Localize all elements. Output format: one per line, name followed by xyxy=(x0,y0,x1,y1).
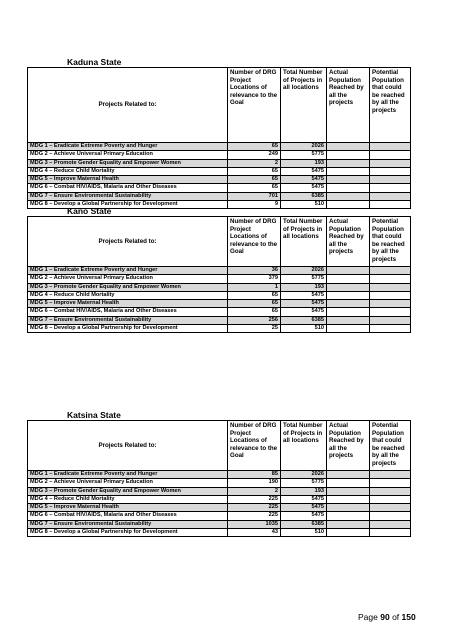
table-row xyxy=(28,487,411,495)
drg-locations-cell: 701 xyxy=(228,192,281,200)
mdg-goal-cell: MDG 2 – Achieve Universal Primary Education xyxy=(28,275,228,283)
potential-population-cell xyxy=(370,176,411,184)
actual-population-cell xyxy=(327,159,370,167)
mdg-goal-cell: MDG 3 – Promote Gender Equality and Empower Women xyxy=(28,283,228,291)
mdg-goal-cell: MDG 2 – Achieve Universal Primary Education xyxy=(28,479,228,487)
actual-population-cell xyxy=(327,283,370,291)
total-projects-cell: 5475 xyxy=(281,308,327,316)
katsina-table xyxy=(27,420,411,537)
header-actual-population: Actual Population Reached by all the projects xyxy=(327,68,370,143)
header-projects: Projects Related to: xyxy=(28,217,228,267)
table-row xyxy=(28,192,411,200)
actual-population-cell xyxy=(327,300,370,308)
total-projects-cell: 6385 xyxy=(281,192,327,200)
actual-population-cell xyxy=(327,471,370,479)
header-potential-population: Potential Population that could be reached by all the projects xyxy=(370,421,411,471)
drg-locations-cell: 43 xyxy=(228,529,281,537)
potential-population-cell xyxy=(370,291,411,299)
table-row xyxy=(28,529,411,537)
drg-locations-cell: 249 xyxy=(228,151,281,159)
mdg-goal-cell: MDG 6 – Combat HIV/AIDS, Malaria and Other Diseases xyxy=(28,512,228,520)
page-total: 150 xyxy=(401,612,416,622)
header-drg-locations: Number of DRG Project Locations of relevance to the Goal xyxy=(228,68,281,143)
total-projects-cell: 5475 xyxy=(281,167,327,175)
total-projects-cell: 5775 xyxy=(281,479,327,487)
actual-population-cell xyxy=(327,201,370,209)
page-footer xyxy=(358,612,416,622)
potential-population-cell xyxy=(370,479,411,487)
table-row xyxy=(28,184,411,192)
drg-locations-cell: 36 xyxy=(228,267,281,275)
potential-population-cell xyxy=(370,300,411,308)
drg-locations-cell: 65 xyxy=(228,308,281,316)
actual-population-cell xyxy=(327,504,370,512)
potential-population-cell xyxy=(370,151,411,159)
kano-table xyxy=(27,216,411,333)
potential-population-cell xyxy=(370,504,411,512)
total-projects-cell: 5475 xyxy=(281,495,327,503)
header-total-projects: Total Number of Projects in all locations xyxy=(281,421,327,471)
total-projects-cell: 5775 xyxy=(281,275,327,283)
table-row xyxy=(28,291,411,299)
table-row xyxy=(28,316,411,324)
potential-population-cell xyxy=(370,143,411,151)
drg-locations-cell: 190 xyxy=(228,479,281,487)
potential-population-cell xyxy=(370,267,411,275)
drg-locations-cell: 225 xyxy=(228,512,281,520)
page-number: 90 xyxy=(380,612,390,622)
total-projects-cell: 5475 xyxy=(281,176,327,184)
drg-locations-cell: 65 xyxy=(228,291,281,299)
header-actual-population: Actual Population Reached by all the projects xyxy=(327,217,370,267)
drg-locations-cell: 379 xyxy=(228,275,281,283)
table-row xyxy=(28,308,411,316)
drg-locations-cell: 85 xyxy=(228,471,281,479)
actual-population-cell xyxy=(327,151,370,159)
drg-locations-cell: 9 xyxy=(228,201,281,209)
actual-population-cell xyxy=(327,176,370,184)
mdg-goal-cell: MDG 3 – Promote Gender Equality and Empower Women xyxy=(28,487,228,495)
potential-population-cell xyxy=(370,159,411,167)
drg-locations-cell: 65 xyxy=(228,167,281,175)
header-total-projects: Total Number of Projects in all locations xyxy=(281,217,327,267)
table-row xyxy=(28,143,411,151)
drg-locations-cell: 65 xyxy=(228,184,281,192)
potential-population-cell xyxy=(370,495,411,503)
kaduna-table xyxy=(27,67,411,209)
mdg-goal-cell: MDG 6 – Combat HIV/AIDS, Malaria and Other Diseases xyxy=(28,184,228,192)
mdg-goal-cell: MDG 5 – Improve Maternal Health xyxy=(28,176,228,184)
mdg-goal-cell: MDG 1 – Eradicate Extreme Poverty and Hunger xyxy=(28,143,228,151)
actual-population-cell xyxy=(327,487,370,495)
drg-locations-cell: 65 xyxy=(228,176,281,184)
total-projects-cell: 2026 xyxy=(281,143,327,151)
page-label: Page xyxy=(358,612,378,622)
potential-population-cell xyxy=(370,529,411,537)
potential-population-cell xyxy=(370,487,411,495)
header-row xyxy=(28,68,411,143)
potential-population-cell xyxy=(370,192,411,200)
total-projects-cell: 5475 xyxy=(281,300,327,308)
mdg-goal-cell: MDG 7 – Ensure Environmental Sustainability xyxy=(28,192,228,200)
potential-population-cell xyxy=(370,201,411,209)
header-actual-population: Actual Population Reached by all the projects xyxy=(327,421,370,471)
potential-population-cell xyxy=(370,471,411,479)
table-row xyxy=(28,479,411,487)
total-projects-cell: 193 xyxy=(281,283,327,291)
actual-population-cell xyxy=(327,479,370,487)
mdg-goal-cell: MDG 8 – Develop a Global Partnership for Development xyxy=(28,325,228,333)
state-title: Kano State xyxy=(67,206,112,216)
potential-population-cell xyxy=(370,520,411,528)
mdg-goal-cell: MDG 4 – Reduce Child Mortality xyxy=(28,291,228,299)
mdg-goal-cell: MDG 6 – Combat HIV/AIDS, Malaria and Other Diseases xyxy=(28,308,228,316)
actual-population-cell xyxy=(327,143,370,151)
table-row xyxy=(28,504,411,512)
header-projects: Projects Related to: xyxy=(28,421,228,471)
total-projects-cell: 5475 xyxy=(281,504,327,512)
drg-locations-cell: 225 xyxy=(228,504,281,512)
total-projects-cell: 6385 xyxy=(281,520,327,528)
header-potential-population: Potential Population that could be reached by all the projects xyxy=(370,68,411,143)
actual-population-cell xyxy=(327,291,370,299)
actual-population-cell xyxy=(327,495,370,503)
potential-population-cell xyxy=(370,184,411,192)
potential-population-cell xyxy=(370,512,411,520)
header-drg-locations: Number of DRG Project Locations of relevance to the Goal xyxy=(228,217,281,267)
table-row xyxy=(28,275,411,283)
mdg-goal-cell: MDG 4 – Reduce Child Mortality xyxy=(28,495,228,503)
table-row xyxy=(28,159,411,167)
state-title: Katsina State xyxy=(67,410,121,420)
table-row xyxy=(28,325,411,333)
total-projects-cell: 510 xyxy=(281,529,327,537)
drg-locations-cell: 1035 xyxy=(228,520,281,528)
mdg-goal-cell: MDG 4 – Reduce Child Mortality xyxy=(28,167,228,175)
total-projects-cell: 193 xyxy=(281,159,327,167)
page-of: of xyxy=(392,612,400,622)
actual-population-cell xyxy=(327,316,370,324)
mdg-goal-cell: MDG 7 – Ensure Environmental Sustainability xyxy=(28,520,228,528)
drg-locations-cell: 225 xyxy=(228,495,281,503)
header-row xyxy=(28,421,411,471)
header-potential-population: Potential Population that could be reached by all the projects xyxy=(370,217,411,267)
total-projects-cell: 5775 xyxy=(281,151,327,159)
table-row xyxy=(28,512,411,520)
total-projects-cell: 193 xyxy=(281,487,327,495)
actual-population-cell xyxy=(327,325,370,333)
drg-locations-cell: 1 xyxy=(228,283,281,291)
total-projects-cell: 5475 xyxy=(281,512,327,520)
actual-population-cell xyxy=(327,512,370,520)
potential-population-cell xyxy=(370,325,411,333)
mdg-goal-cell: MDG 2 – Achieve Universal Primary Education xyxy=(28,151,228,159)
total-projects-cell: 510 xyxy=(281,325,327,333)
drg-locations-cell: 65 xyxy=(228,143,281,151)
total-projects-cell: 5475 xyxy=(281,291,327,299)
total-projects-cell: 510 xyxy=(281,201,327,209)
drg-locations-cell: 25 xyxy=(228,325,281,333)
potential-population-cell xyxy=(370,316,411,324)
total-projects-cell: 5475 xyxy=(281,184,327,192)
table-row xyxy=(28,176,411,184)
actual-population-cell xyxy=(327,275,370,283)
drg-locations-cell: 2 xyxy=(228,159,281,167)
mdg-goal-cell: MDG 3 – Promote Gender Equality and Empower Women xyxy=(28,159,228,167)
actual-population-cell xyxy=(327,267,370,275)
actual-population-cell xyxy=(327,308,370,316)
table-row xyxy=(28,471,411,479)
potential-population-cell xyxy=(370,275,411,283)
potential-population-cell xyxy=(370,308,411,316)
header-drg-locations: Number of DRG Project Locations of relevance to the Goal xyxy=(228,421,281,471)
table-row xyxy=(28,495,411,503)
table-row xyxy=(28,167,411,175)
mdg-goal-cell: MDG 7 – Ensure Environmental Sustainability xyxy=(28,316,228,324)
total-projects-cell: 2026 xyxy=(281,267,327,275)
drg-locations-cell: 2 xyxy=(228,487,281,495)
header-row xyxy=(28,217,411,267)
drg-locations-cell: 256 xyxy=(228,316,281,324)
total-projects-cell: 2026 xyxy=(281,471,327,479)
mdg-goal-cell: MDG 5 – Improve Maternal Health xyxy=(28,504,228,512)
table-row xyxy=(28,267,411,275)
table-row xyxy=(28,283,411,291)
mdg-goal-cell: MDG 8 – Develop a Global Partnership for Development xyxy=(28,201,228,209)
drg-locations-cell: 65 xyxy=(228,300,281,308)
header-projects: Projects Related to: xyxy=(28,68,228,143)
mdg-goal-cell: MDG 8 – Develop a Global Partnership for Development xyxy=(28,529,228,537)
mdg-goal-cell: MDG 1 – Eradicate Extreme Poverty and Hunger xyxy=(28,267,228,275)
mdg-goal-cell: MDG 5 – Improve Maternal Health xyxy=(28,300,228,308)
state-title: Kaduna State xyxy=(67,57,122,67)
potential-population-cell xyxy=(370,283,411,291)
actual-population-cell xyxy=(327,167,370,175)
total-projects-cell: 6385 xyxy=(281,316,327,324)
table-row xyxy=(28,300,411,308)
table-row xyxy=(28,520,411,528)
actual-population-cell xyxy=(327,192,370,200)
header-total-projects: Total Number of Projects in all locations xyxy=(281,68,327,143)
actual-population-cell xyxy=(327,184,370,192)
potential-population-cell xyxy=(370,167,411,175)
actual-population-cell xyxy=(327,520,370,528)
table-row xyxy=(28,151,411,159)
mdg-goal-cell: MDG 1 – Eradicate Extreme Poverty and Hunger xyxy=(28,471,228,479)
actual-population-cell xyxy=(327,529,370,537)
